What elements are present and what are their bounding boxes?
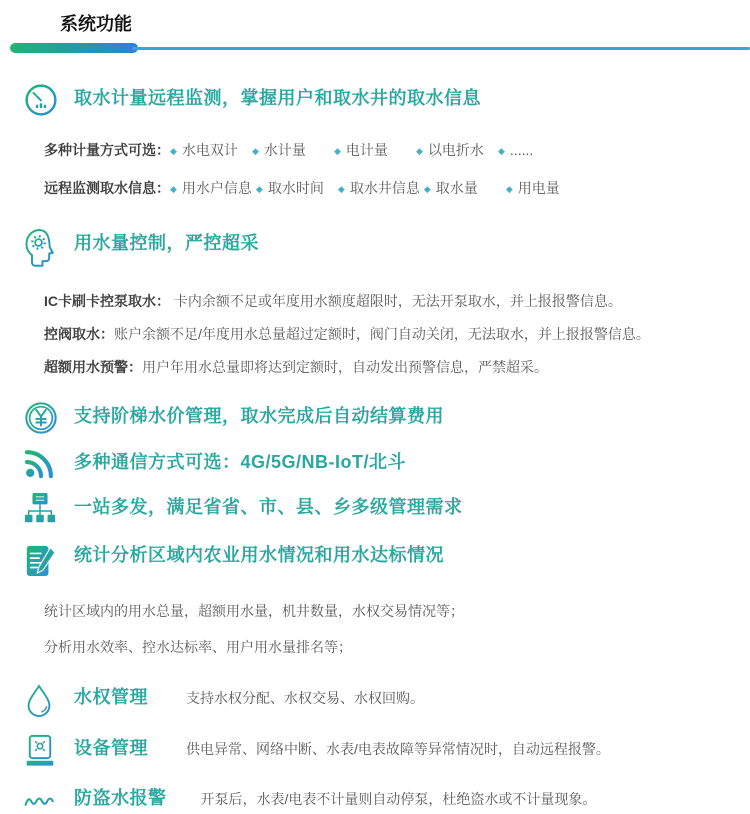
remote-info-row xyxy=(44,178,750,198)
diamond-icon: ◆ xyxy=(498,146,505,156)
desc-line: 分析用水效率、控水达标率、用户用水量排名等； xyxy=(44,639,352,655)
row-label: 远程监测取水信息： xyxy=(44,180,170,196)
gauge-icon xyxy=(24,83,62,117)
notepad-pencil-icon xyxy=(24,540,62,580)
head-gear-icon xyxy=(24,228,62,270)
list-item: ◆ 取水量 xyxy=(423,180,478,196)
section-heading: 水权管理 xyxy=(74,687,148,707)
row-label: 多种计量方式可选： xyxy=(44,142,170,158)
section-heading: 防盗水报警 xyxy=(74,788,167,808)
diamond-icon: ◆ xyxy=(423,184,431,194)
divider-gradient-pill xyxy=(10,43,138,53)
diamond-icon: ◆ xyxy=(334,146,341,156)
section-water-rights xyxy=(0,682,750,720)
section-metering xyxy=(0,83,750,117)
metering-options-row xyxy=(44,140,750,160)
alarm-light-icon xyxy=(24,733,62,769)
section-heading: 支持阶梯水价管理，取水完成后自动结算费用 xyxy=(74,406,444,426)
water-drop-icon xyxy=(24,682,62,720)
signal-icon xyxy=(24,447,62,479)
list-item: ◆ ...... xyxy=(498,142,534,158)
inline-description: 支持水权分配、水权交易、水权回购。 xyxy=(186,690,424,706)
diamond-icon: ◆ xyxy=(170,184,177,194)
section-heading: 多种通信方式可选：4G/5G/NB-IoT/北斗 xyxy=(74,452,407,472)
section-usage-control xyxy=(0,228,750,270)
section-heading: 统计分析区域内农业用水情况和用水达标情况 xyxy=(74,545,444,565)
diamond-icon: ◆ xyxy=(337,184,345,194)
list-item: ◆ 电计量 xyxy=(334,142,388,158)
diamond-icon: ◆ xyxy=(255,184,263,194)
section-heading: 取水计量远程监测，掌握用户和取水井的取水信息 xyxy=(74,88,481,108)
desc-line: 超额用水预警：用户年用水总量即将达到定额时，自动发出预警信息，严禁超采。 xyxy=(44,359,548,375)
list-item: ◆ 取水时间 xyxy=(255,180,324,196)
desc-line: 统计区域内的用水总量，超额用水量，机井数量，水权交易情况等； xyxy=(44,603,464,619)
diamond-icon: ◆ xyxy=(505,184,513,194)
inline-description: 开泵后，水表/电表不计量则自动停泵，杜绝盗水或不计量现象。 xyxy=(200,791,597,807)
list-item: ◆ 用水户信息 xyxy=(170,180,252,196)
org-chart-icon xyxy=(24,492,62,528)
section-heading: 用水量控制，严控超采 xyxy=(74,233,259,253)
diamond-icon: ◆ xyxy=(252,146,259,156)
inline-description: 供电异常、网络中断、水表/电表故障等异常情况时，自动远程报警。 xyxy=(186,741,610,757)
list-item: ◆ 水计量 xyxy=(252,142,306,158)
anti-theft-wave-icon xyxy=(24,783,62,811)
desc-line: IC卡刷卡控泵取水： 卡内余额不足或年度用水额度超限时，无法开泵取水，并上报报警信息。 xyxy=(44,293,622,309)
section-heading: 设备管理 xyxy=(74,738,148,758)
section-device xyxy=(0,733,750,769)
section-heading: 一站多发，满足省省、市、县、乡多级管理需求 xyxy=(74,497,463,517)
diamond-icon: ◆ xyxy=(170,146,177,156)
diamond-icon: ◆ xyxy=(416,146,423,156)
list-item: ◆ 水电双计 xyxy=(170,142,238,158)
section-multilevel xyxy=(0,492,750,528)
divider-thin-line xyxy=(132,47,750,50)
list-item: ◆ 以电折水 xyxy=(416,142,484,158)
list-item: ◆ 用电量 xyxy=(505,180,560,196)
section-pricing xyxy=(0,401,750,435)
list-item: ◆ 取水井信息 xyxy=(337,180,420,196)
yuan-coin-icon xyxy=(24,401,62,435)
section-anti-theft xyxy=(0,783,750,814)
page-title: 系统功能 xyxy=(60,14,132,34)
title-divider xyxy=(0,43,750,53)
desc-line: 控阀取水：账户余额不足/年度用水总量超过定额时，阀门自动关闭，无法取水，并上报报警信息。 xyxy=(44,326,650,342)
section-statistics xyxy=(0,540,750,580)
section-communication xyxy=(0,447,750,479)
